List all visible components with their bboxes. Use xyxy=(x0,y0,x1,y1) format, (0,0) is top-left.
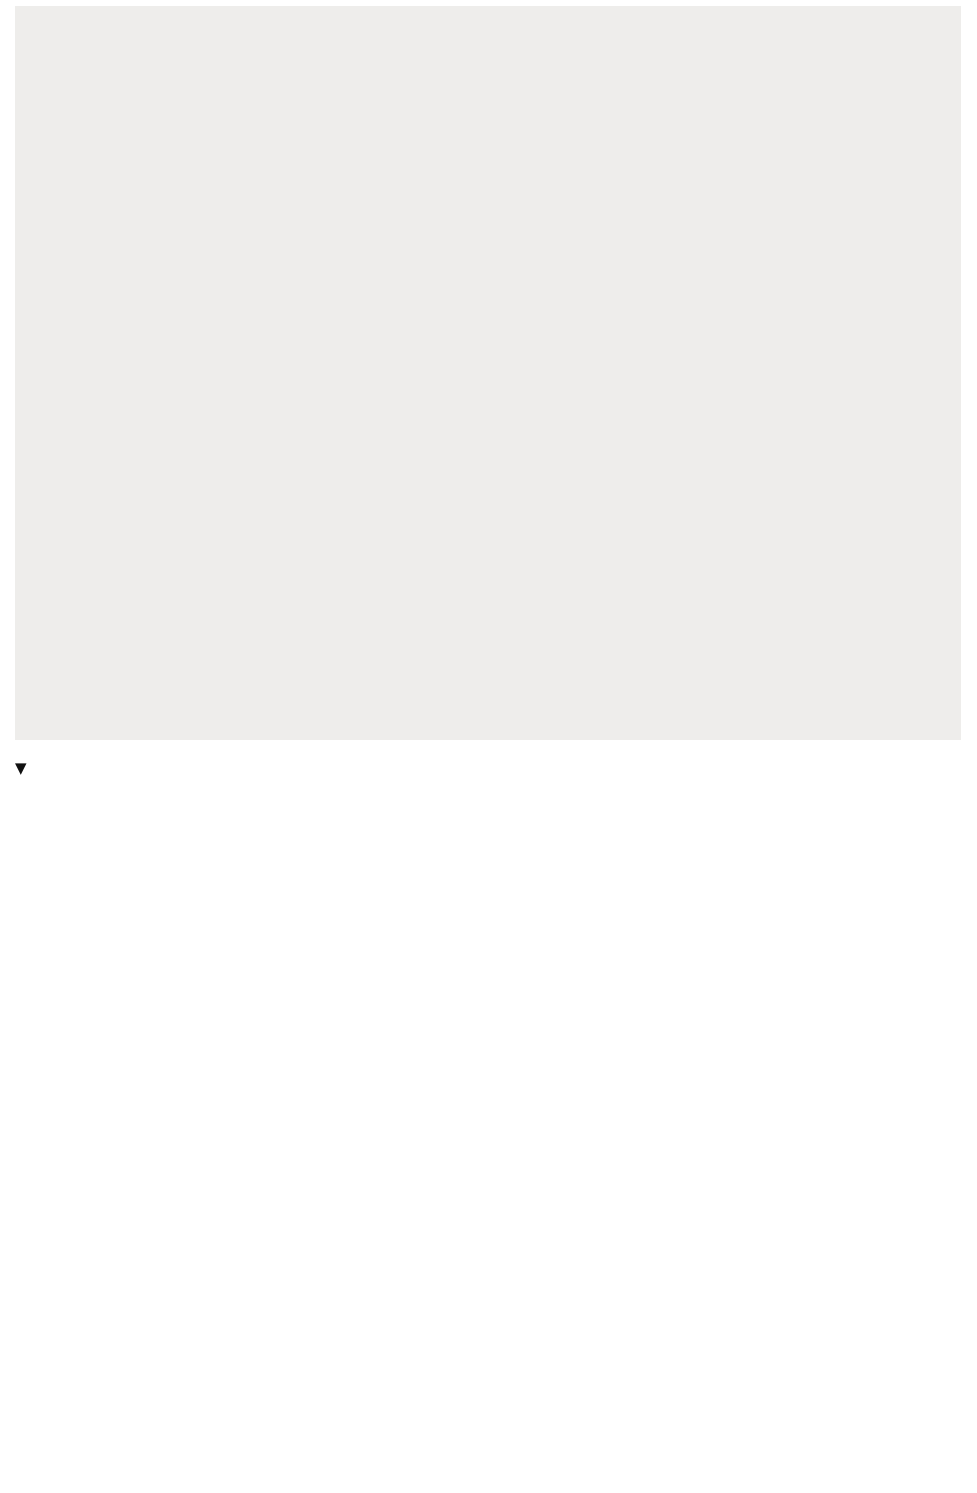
parrot-sketch-grid xyxy=(15,6,961,740)
triangle-down-icon: ▼ xyxy=(15,759,27,777)
show-prompt-toggle[interactable] xyxy=(15,754,33,778)
